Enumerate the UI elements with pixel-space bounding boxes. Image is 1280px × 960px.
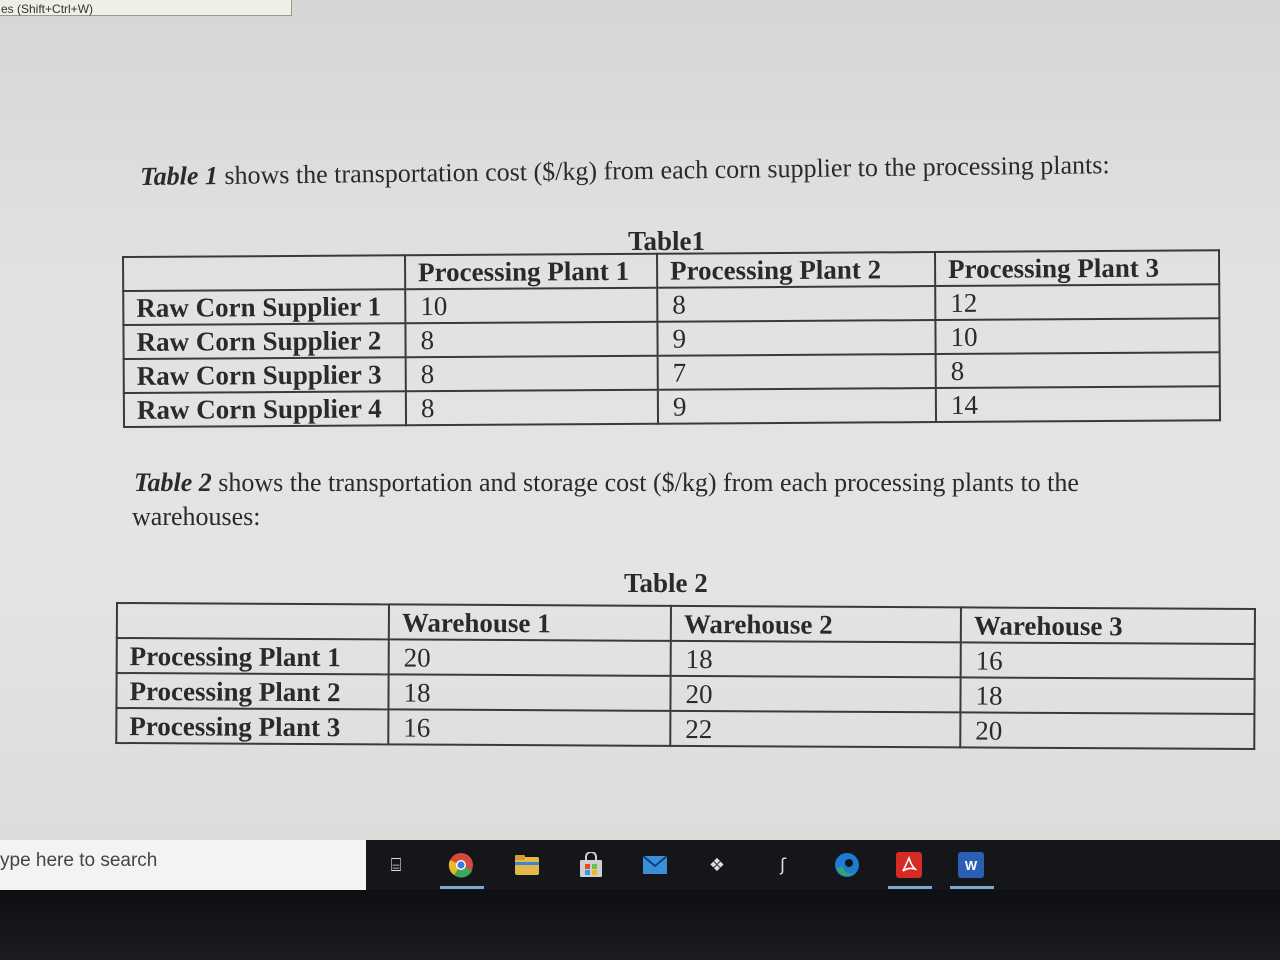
cost-cell: 10	[405, 288, 657, 324]
shopping-bag-icon	[578, 852, 604, 878]
taskbar-search-box[interactable]	[0, 840, 366, 890]
monitor-bezel	[0, 890, 1280, 960]
dropbox-glyph: ❖	[708, 854, 726, 876]
row-label: Raw Corn Supplier 3	[124, 357, 406, 393]
word-active-indicator	[950, 886, 994, 889]
table2-header-cell: Warehouse 1	[389, 604, 671, 640]
chrome-icon[interactable]	[448, 852, 474, 878]
microsoft-store-icon[interactable]	[578, 852, 604, 878]
table1-intro-text: shows the transportation cost ($/kg) from each corn supplier to the processing plants:	[217, 150, 1110, 191]
cost-cell: 9	[658, 388, 936, 424]
table1-reference: Table 1	[140, 161, 219, 191]
row-label: Raw Corn Supplier 2	[123, 323, 405, 359]
cost-cell: 14	[936, 386, 1220, 422]
row-label: Processing Plant 2	[116, 673, 388, 709]
acrobat-icon[interactable]	[896, 852, 922, 878]
envelope-icon	[642, 855, 668, 875]
acrobat-logo-icon	[900, 856, 918, 874]
cost-cell: 18	[671, 641, 961, 678]
table1-header-cell	[123, 255, 405, 291]
cost-cell: 22	[670, 711, 960, 748]
table1-header-cell: Processing Plant 2	[657, 252, 935, 288]
table-row	[116, 673, 1254, 714]
cost-cell: 10	[935, 318, 1219, 354]
table1-intro-paragraph	[140, 150, 1110, 192]
mail-icon[interactable]	[642, 852, 668, 878]
table2-header-cell	[117, 603, 389, 639]
row-label: Processing Plant 3	[116, 708, 388, 744]
task-view-icon[interactable]	[383, 852, 409, 878]
cost-cell: 8	[657, 286, 935, 322]
cost-cell: 8	[406, 390, 658, 426]
cost-cell: 20	[389, 639, 671, 675]
acrobat-active-indicator	[888, 886, 932, 889]
cost-cell: 7	[658, 354, 936, 390]
cost-cell: 8	[406, 356, 658, 392]
table2-caption: Table 2	[624, 568, 708, 598]
chrome-logo-icon	[448, 852, 474, 878]
word-icon[interactable]	[958, 852, 984, 878]
table2-intro-continuation: warehouses:	[132, 502, 261, 531]
table2-header-row	[117, 603, 1255, 644]
edge-icon[interactable]	[834, 852, 860, 878]
cost-cell: 9	[657, 320, 935, 356]
table1	[122, 249, 1221, 428]
cost-cell: 20	[960, 712, 1254, 749]
folder-icon	[514, 854, 540, 876]
cost-cell: 12	[935, 284, 1219, 320]
word-glyph: W	[964, 857, 978, 873]
edge-logo-icon	[834, 852, 860, 878]
table2	[115, 602, 1256, 750]
file-explorer-icon[interactable]	[514, 852, 540, 878]
table2-reference: Table 2	[134, 468, 212, 497]
table2-header-cell: Warehouse 2	[671, 606, 961, 643]
table-row	[124, 386, 1220, 427]
app-s-glyph: ʃ	[779, 854, 787, 876]
cost-cell: 18	[388, 674, 670, 710]
cost-cell: 8	[936, 352, 1220, 388]
taskbar	[0, 840, 1280, 890]
table2-intro-text: shows the transportation and storage cost ($/kg) from each processing plants to the	[211, 468, 1079, 497]
row-label: Processing Plant 1	[117, 638, 389, 674]
app-s-icon[interactable]	[770, 852, 796, 878]
table1-header-cell: Processing Plant 3	[935, 250, 1219, 286]
task-view-glyph: ⌸	[390, 854, 402, 876]
cost-cell: 16	[961, 642, 1255, 679]
search-placeholder: ype here to search	[0, 850, 158, 871]
row-label: Raw Corn Supplier 1	[123, 289, 405, 325]
table-row	[116, 708, 1254, 749]
chrome-active-indicator	[440, 886, 484, 889]
table-row	[117, 638, 1255, 679]
table1-header-cell: Processing Plant 1	[405, 254, 657, 290]
tooltip-text: es (Shift+Ctrl+W)	[1, 2, 94, 16]
cost-cell: 8	[405, 322, 657, 358]
table2-header-cell: Warehouse 3	[961, 607, 1255, 644]
row-label: Raw Corn Supplier 4	[124, 391, 406, 427]
dropbox-icon[interactable]	[704, 852, 730, 878]
table2-intro-paragraph	[134, 468, 1234, 498]
cost-cell: 16	[388, 709, 670, 745]
cost-cell: 18	[960, 677, 1254, 714]
cost-cell: 20	[670, 676, 960, 713]
table1-caption: Table1	[628, 226, 706, 256]
